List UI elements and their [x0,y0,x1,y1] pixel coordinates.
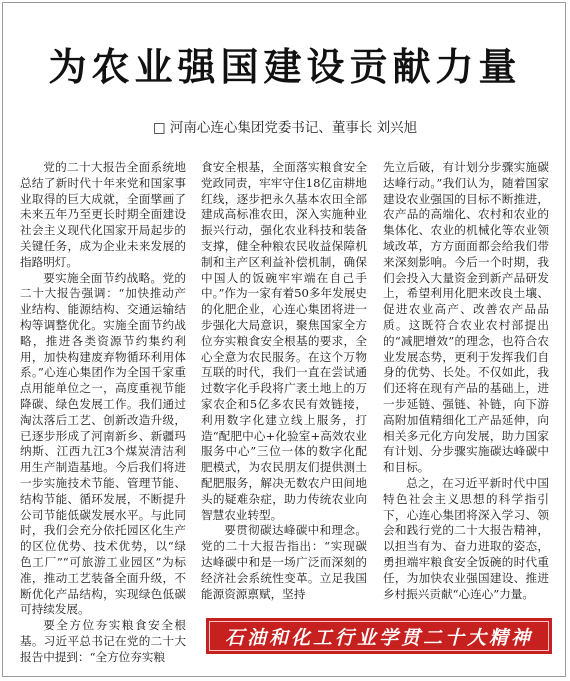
paragraph: 要实施全面节约战略。党的二十大报告强调：“加快推动产业结构、能源结构、交通运输结构等调整优化。实施全面节约战略，推进各类资源节约集约利用，加快构建废弃物循环利用体系。”心连心集团作为全国千家重点用能单位之一，高度重视节能降碳、绿色发展工作。我们通过淘汰落后工艺、创新改造升级，已逐步形成了河南新乡、新疆玛纳斯、江西九江3个煤炭清洁利用生产制造基地。今后我们将进一步实施技术节能、管理节能、结构节能、循环发展，不断提升公司节能低碳发展水平。与此同时，我们会充分依托园区化生产的区位优势、技术优势，以“绿色工厂”“可旅游工业园区”为标准，推动工艺装备全面升级，不断优化产品结构，实现绿色低碳可持续发展。 [20,270,186,617]
text-column-1 [20,160,186,666]
banner-text: 石油和化工行业学贯二十大精神 [224,626,533,649]
text-column-2 [201,160,367,602]
paragraph: 党的二十大报告全面系统地总结了新时代十年来党和国家事业取得的巨大成就，全面擘画了未来五年乃至更长时期全面建设社会主义现代化国家开局起步的关键任务，成为企业未来发展的指路明灯。 [20,160,186,269]
paragraph: 总之，在习近平新时代中国特色社会主义思想的科学指引下，心连心集团将深入学习、领会和践行党的二十大报告精神，以担当有为、奋力进取的姿态，勇担端牢粮食安全饭碗的时代重任，为加快农业强国建设、推进乡村振兴贡献“心连心”力量。 [383,475,549,601]
text-column-3 [383,160,549,602]
paragraph: 要全方位夯实粮食安全根基。习近平总书记在党的二十大报告中提到：“全方位夯实粮 [20,618,186,664]
paragraph: 先立后破，有计划分步骤实施碳达峰行动。”我们认为，随着国家建设农业强国的目标不断推进，农产品的高端化、农村和农业的集体化、农业的机械化等农业领域改革，方方面面都会给我们带来深刻影响。今后一个时期，我们会投入大量资金到新产品研发上，希望利用化肥来改良土壤、促进农业高产、改善农产品品质。这既符合农业农村部提出的“减肥增效”的理念，也符合农业发展态势，更利于发挥我们自身的优势、长处。不仅如此，我们还将在现有产品的基础上，进一步延链、强链、补链，向下游高附加值精细化工产品延伸，向相关多元化方向发展，助力国家有计划、分步骤实施碳达峰碳中和目标。 [383,160,549,475]
article-title: 为农业强国建设贡献力量 [48,44,522,89]
column-banner [206,618,552,654]
paragraph: 要贯彻碳达峰碳中和理念。党的二十大报告指出：“实现碳达峰碳中和是一场广泛而深刻的经济社会系统性变革。立足我国能源资源禀赋，坚持 [201,523,367,601]
article-byline: □ 河南心连心集团党委书记、董事长 刘兴旭 [152,120,418,136]
paragraph: 食安全根基，全面落实粮食安全党政同责，牢牢守住18亿亩耕地红线，逐步把永久基本农田全部建成高标准农田，深入实施种业振兴行动，强化农业科技和装备支撑，健全种粮农民收益保障机制和主产区利益补偿机制，确保中国人的饭碗牢牢端在自己手中。”作为一家有着50多年发展史的化肥企业，心连心集团将进一步强化大局意识，聚焦国家全方位夯实粮食安全根基的要求，全心全意为农民服务。在这个万物互联的时代，我们一直在尝试通过数字化手段将广袤土地上的万家农企和5亿多农民有效链接，利用数字化建立线上服务，打造“配肥中心+化验室+高效农业服务中心”三位一体的数字化配肥模式，为农民朋友们提供测土配肥服务，解决无数农户田间地头的疑难杂症，助力传统农业向智慧农业转型。 [201,160,367,522]
